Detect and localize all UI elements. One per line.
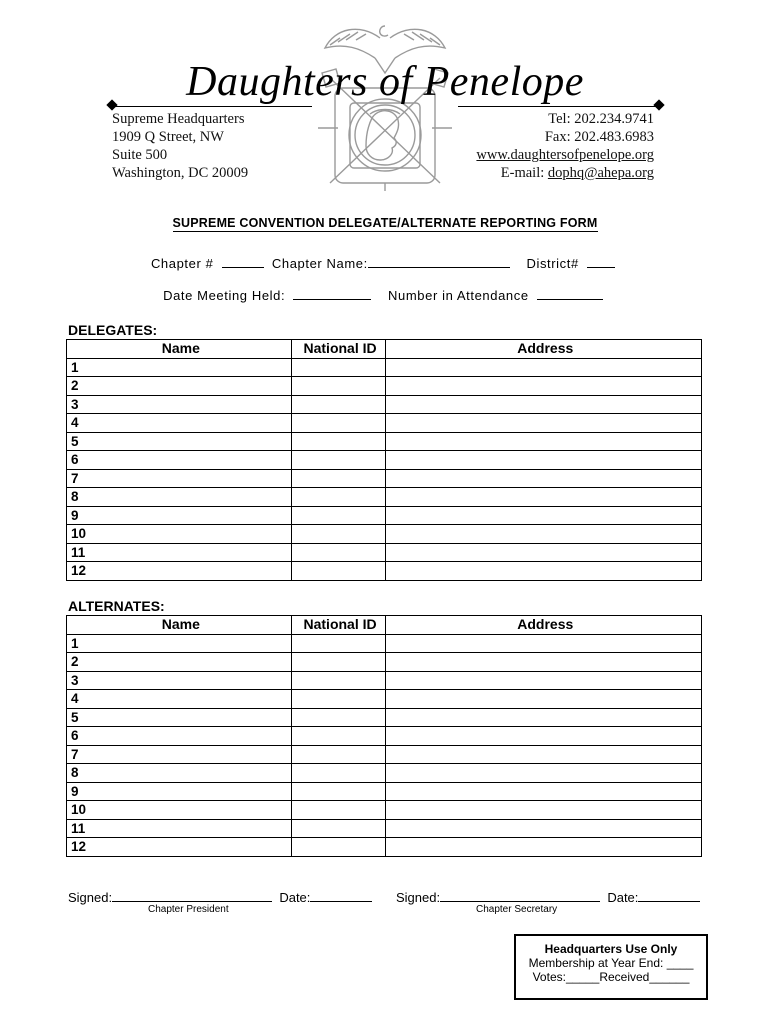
delegates-heading: DELEGATES:	[68, 322, 158, 338]
table-row	[67, 562, 702, 581]
alternates-table	[66, 615, 702, 857]
national-id-cell[interactable]	[291, 727, 385, 746]
national-id-cell[interactable]	[291, 782, 385, 801]
national-id-cell[interactable]	[291, 506, 385, 525]
address-cell[interactable]	[385, 488, 701, 507]
address-cell[interactable]	[385, 432, 701, 451]
table-row	[67, 764, 702, 783]
membership-year-end: Membership at Year End: ____	[528, 956, 694, 970]
national-id-cell[interactable]	[291, 634, 385, 653]
table-row	[67, 838, 702, 857]
chapter-secretary-label: Chapter Secretary	[476, 904, 558, 915]
table-row	[67, 488, 702, 507]
row-number: 5	[67, 432, 292, 451]
email-label: E-mail:	[500, 165, 548, 181]
national-id-cell[interactable]	[291, 838, 385, 857]
meeting-info-line	[0, 287, 770, 303]
national-id-cell[interactable]	[291, 414, 385, 433]
table-row	[67, 395, 702, 414]
delegates-table	[66, 339, 702, 581]
table-header-row	[67, 616, 702, 635]
chapter-number-label: Chapter #	[150, 256, 214, 271]
address-cell[interactable]	[385, 671, 701, 690]
hq-box-title: Headquarters Use Only	[544, 942, 678, 956]
address-cell[interactable]	[385, 525, 701, 544]
table-row	[67, 634, 702, 653]
date-meeting-label: Date Meeting Held:	[163, 288, 286, 303]
address-cell[interactable]	[385, 745, 701, 764]
row-number: 3	[67, 671, 292, 690]
table-row	[67, 358, 702, 377]
address-cell[interactable]	[385, 562, 701, 581]
row-number: 1	[67, 634, 292, 653]
address-cell[interactable]	[385, 838, 701, 857]
address-cell[interactable]	[385, 451, 701, 470]
president-signature-field[interactable]	[112, 889, 272, 902]
row-number: 7	[67, 745, 292, 764]
table-row	[67, 543, 702, 562]
row-number: 3	[67, 395, 292, 414]
organization-name: Daughters of Penelope	[186, 59, 584, 105]
table-row	[67, 469, 702, 488]
header-rule-left	[112, 106, 312, 107]
row-number: 7	[67, 469, 292, 488]
row-number: 4	[67, 690, 292, 709]
contact-info	[476, 110, 654, 182]
national-id-cell[interactable]	[291, 671, 385, 690]
table-row	[67, 690, 702, 709]
attendance-field[interactable]	[537, 287, 603, 300]
national-id-cell[interactable]	[291, 451, 385, 470]
column-header-national-id: National ID	[291, 616, 385, 635]
chapter-info-line	[0, 255, 770, 271]
row-number: 1	[67, 358, 292, 377]
column-header-address: Address	[385, 616, 701, 635]
row-number: 12	[67, 838, 292, 857]
address-cell[interactable]	[385, 469, 701, 488]
table-row	[67, 671, 702, 690]
secretary-signature-line	[396, 889, 700, 905]
column-header-national-id: National ID	[291, 340, 385, 359]
header-rule-right	[458, 106, 658, 107]
national-id-cell[interactable]	[291, 488, 385, 507]
address-cell[interactable]	[385, 653, 701, 672]
chapter-number-field[interactable]	[222, 255, 264, 268]
row-number: 10	[67, 801, 292, 820]
table-row	[67, 653, 702, 672]
table-row	[67, 708, 702, 727]
signed-label: Signed:	[68, 890, 113, 905]
table-row	[67, 819, 702, 838]
national-id-cell[interactable]	[291, 377, 385, 396]
form-title-wrap	[0, 216, 770, 230]
table-row	[67, 727, 702, 746]
national-id-cell[interactable]	[291, 653, 385, 672]
date-label: Date:	[607, 890, 639, 905]
table-row	[67, 506, 702, 525]
address-line: Washington, DC 20009	[112, 165, 249, 181]
alternates-heading: ALTERNATES:	[68, 598, 165, 614]
district-field[interactable]	[587, 255, 615, 268]
president-date-field[interactable]	[310, 889, 372, 902]
national-id-cell[interactable]	[291, 432, 385, 451]
district-label: District#	[526, 256, 579, 271]
secretary-signature-field[interactable]	[440, 889, 600, 902]
headquarters-address	[112, 110, 248, 182]
headquarters-use-box	[514, 934, 708, 1000]
address-cell[interactable]	[385, 764, 701, 783]
table-row	[67, 451, 702, 470]
date-label: Date:	[279, 890, 311, 905]
address-cell[interactable]	[385, 708, 701, 727]
address-cell[interactable]	[385, 358, 701, 377]
email-link[interactable]: dophq@ahepa.org	[547, 165, 654, 181]
national-id-cell[interactable]	[291, 801, 385, 820]
address-cell[interactable]	[385, 395, 701, 414]
secretary-date-field[interactable]	[638, 889, 700, 902]
address-cell[interactable]	[385, 727, 701, 746]
national-id-cell[interactable]	[291, 562, 385, 581]
address-cell[interactable]	[385, 801, 701, 820]
national-id-cell[interactable]	[291, 358, 385, 377]
column-header-name: Name	[67, 616, 292, 635]
table-row	[67, 525, 702, 544]
website-link[interactable]: www.daughtersofpenelope.org	[476, 147, 654, 163]
address-cell[interactable]	[385, 690, 701, 709]
national-id-cell[interactable]	[291, 819, 385, 838]
table-row	[67, 801, 702, 820]
address-line: Supreme Headquarters	[112, 111, 245, 127]
table-row	[67, 377, 702, 396]
address-line: 1909 Q Street, NW	[112, 129, 224, 145]
column-header-name: Name	[67, 340, 292, 359]
votes-received: Votes:_____Received______	[532, 970, 690, 984]
chapter-name-label: Chapter Name:	[271, 256, 368, 271]
attendance-label: Number in Attendance	[388, 288, 529, 303]
date-meeting-field[interactable]	[293, 287, 371, 300]
table-row	[67, 414, 702, 433]
address-cell[interactable]	[385, 543, 701, 562]
row-number: 6	[67, 451, 292, 470]
address-cell[interactable]	[385, 377, 701, 396]
national-id-cell[interactable]	[291, 745, 385, 764]
national-id-cell[interactable]	[291, 395, 385, 414]
row-number: 11	[67, 543, 292, 562]
row-number: 2	[67, 653, 292, 672]
row-number: 6	[67, 727, 292, 746]
row-number: 8	[67, 764, 292, 783]
national-id-cell[interactable]	[291, 690, 385, 709]
row-number: 5	[67, 708, 292, 727]
address-cell[interactable]	[385, 782, 701, 801]
national-id-cell[interactable]	[291, 543, 385, 562]
national-id-cell[interactable]	[291, 708, 385, 727]
form-title: SUPREME CONVENTION DELEGATE/ALTERNATE REPORTING FORM	[172, 216, 598, 230]
address-cell[interactable]	[385, 506, 701, 525]
national-id-cell[interactable]	[291, 469, 385, 488]
fax: Fax: 202.483.6983	[544, 129, 654, 145]
president-signature-line	[68, 889, 372, 905]
signed-label: Signed:	[396, 890, 441, 905]
column-header-address: Address	[385, 340, 701, 359]
table-header-row	[67, 340, 702, 359]
address-cell[interactable]	[385, 819, 701, 838]
row-number: 9	[67, 506, 292, 525]
row-number: 11	[67, 819, 292, 838]
national-id-cell[interactable]	[291, 764, 385, 783]
national-id-cell[interactable]	[291, 525, 385, 544]
address-cell[interactable]	[385, 634, 701, 653]
table-row	[67, 432, 702, 451]
row-number: 2	[67, 377, 292, 396]
row-number: 8	[67, 488, 292, 507]
address-line: Suite 500	[112, 147, 168, 163]
row-number: 4	[67, 414, 292, 433]
table-row	[67, 745, 702, 764]
chapter-name-field[interactable]	[368, 255, 510, 268]
row-number: 12	[67, 562, 292, 581]
table-row	[67, 782, 702, 801]
row-number: 10	[67, 525, 292, 544]
row-number: 9	[67, 782, 292, 801]
telephone: Tel: 202.234.9741	[548, 111, 654, 127]
chapter-president-label: Chapter President	[148, 904, 229, 915]
address-cell[interactable]	[385, 414, 701, 433]
